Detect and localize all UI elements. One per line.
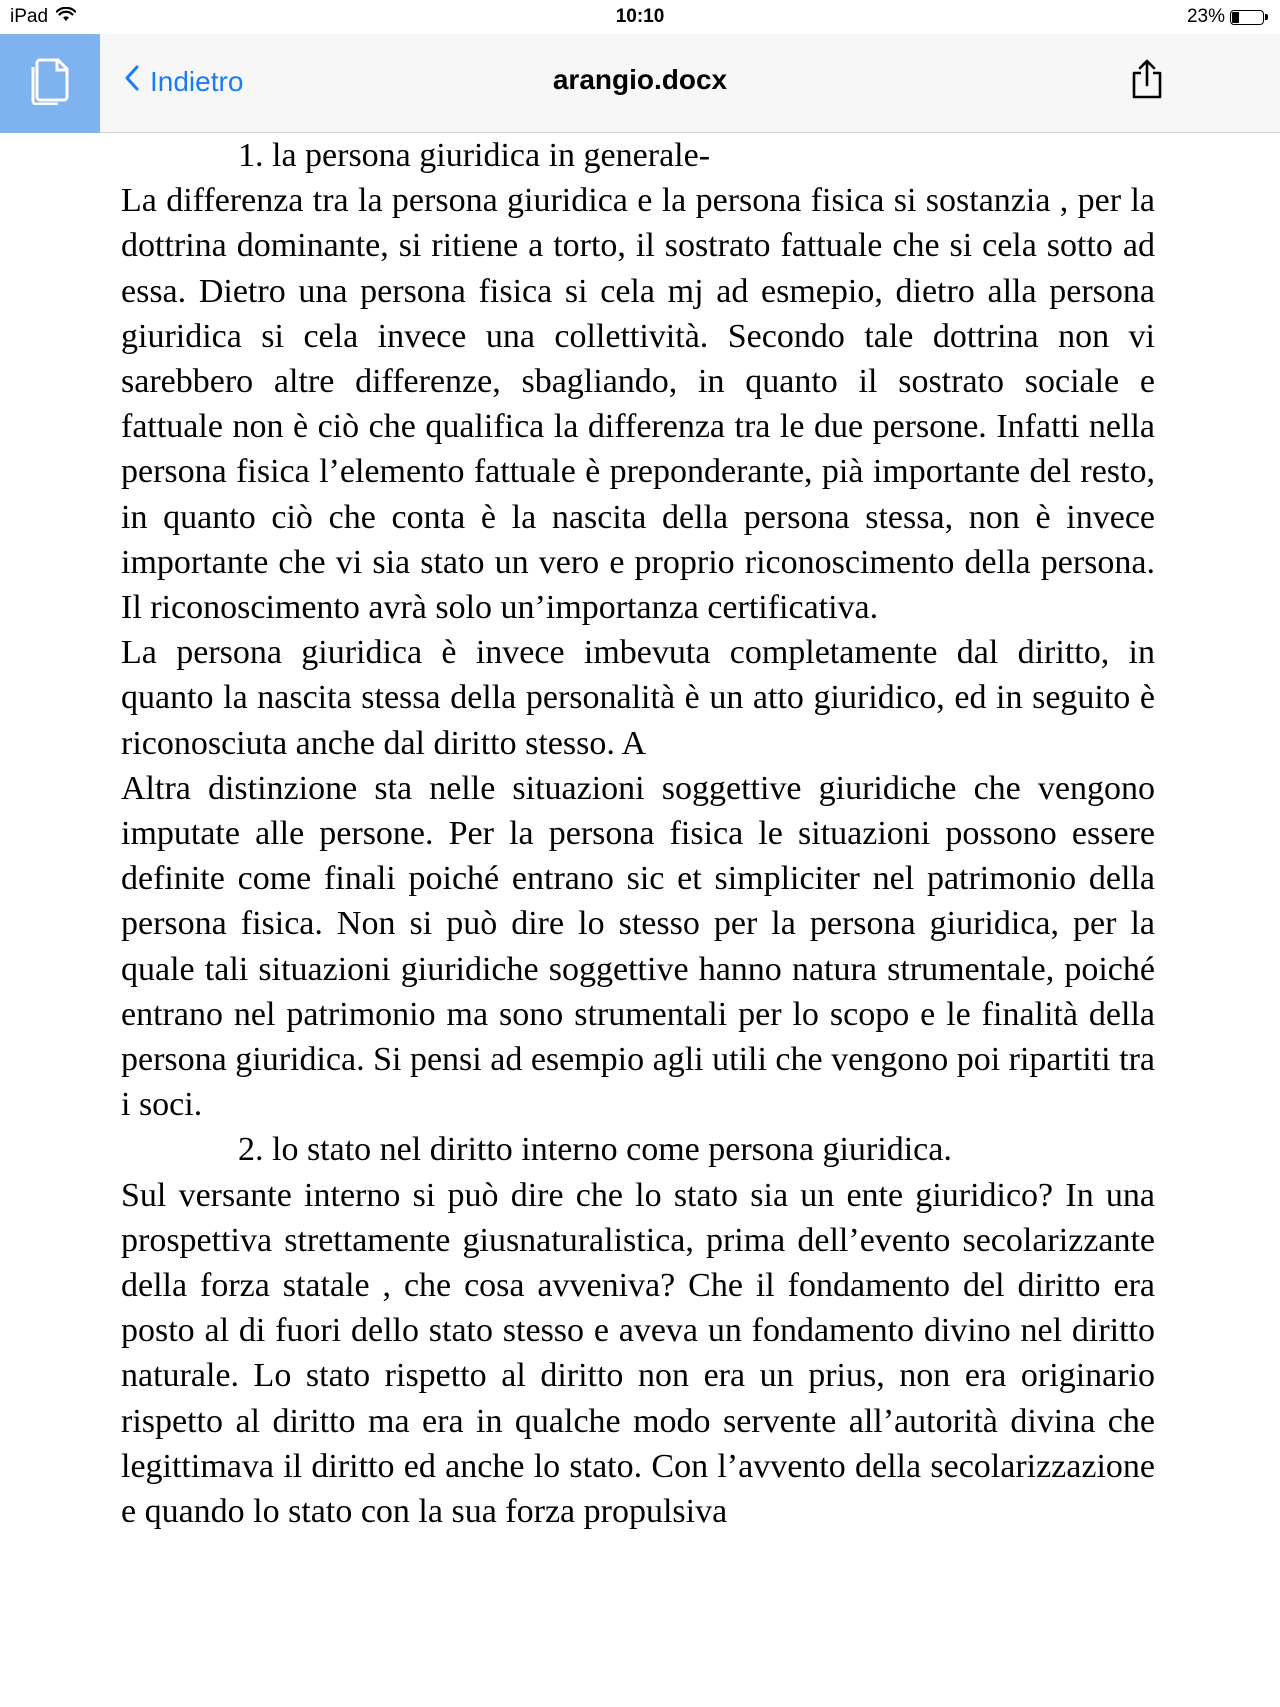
share-button[interactable] [1130,58,1164,105]
battery-icon [1230,10,1264,25]
section-heading-1: 1. la persona giuridica in generale- [238,137,711,174]
share-icon [1130,87,1164,104]
battery-tip [1265,14,1268,20]
status-right [1187,6,1268,28]
status-bar [0,0,1280,34]
paragraph-1: La differenza tra la persona giuridica e la persona fisica si sostanzia , per la dottrina dominante, si ritiene a torto, il sostrato fattuale che si cela sotto ad essa. Dietro una persona fisica si cela mj ad esmepio, dietro alla persona giuridica si cela invece una collettività. Secondo tale dottrina non vi sarebbero altre differenze, sbagliando, in quanto il sostrato sociale e fattuale non è ciò che qualifica la differenza tra le due persone. Infatti nella persona fisica l’elemento fattuale è preponderante, pià importante del resto, in quanto ciò che conta è la nascita della persona stessa, non è invece importante che vi sia stato un vero e proprio riconoscimento della persona. Il riconoscimento avrà solo un’importanza certificativa. [121,182,1155,627]
paragraph-2: La persona giuridica è invece imbevuta completamente dal diritto, in quanto la nascita stessa della personalità è un atto giuridico, ed in seguito è riconosciuta anche dal diritto stesso. A [121,634,1155,762]
document-body [121,133,1155,1534]
battery-fill [1232,12,1239,23]
section-heading-2: 2. lo stato nel diritto interno come persona giuridica. [238,1131,952,1169]
paragraph-4: Sul versante interno si può dire che lo stato sia un ente giuridico? In una prospettiva strettamente giusnaturalistica, prima dell’evento secolarizzante della forza statale , che cosa avveniva? Che il fondamento del diritto era posto al di fuori dello stato stesso e aveva un fondamento divino nel diritto naturale. Lo stato rispetto al diritto non era un prius, non era originario rispetto al diritto ma era in qualche modo servente all’autorità divina che legittimava il diritto ed anche lo stato. Con l’avvento della secolarizzazione e quando lo stato con la sua forza propulsiva [121,1176,1155,1531]
device-label: iPad [10,6,49,27]
battery-percent: 23% [1186,6,1225,27]
paragraph-3: Altra distinzione sta nelle situazioni soggettive giuridiche che vengono imputate alle persone. Per la persona fisica le situazioni possono essere definite come finali poiché entrano sic et simpliciter nel patrimonio della persona fisica. Non si può dire lo stesso per la persona giuridica, per la quale tali situazioni giuridiche soggettive hanno natura strumentale, poiché entrano nel patrimonio ma sono strumentali per lo scopo e le finalità della persona giuridica. Si pensi ad esempio agli utili che vengono poi ripartiti tra i soci. [121,769,1155,1124]
status-time: 10:10 [615,6,665,27]
document-title: arangio.docx [552,64,728,95]
back-label: Indietro [150,65,244,97]
navigation-bar [0,34,1280,133]
